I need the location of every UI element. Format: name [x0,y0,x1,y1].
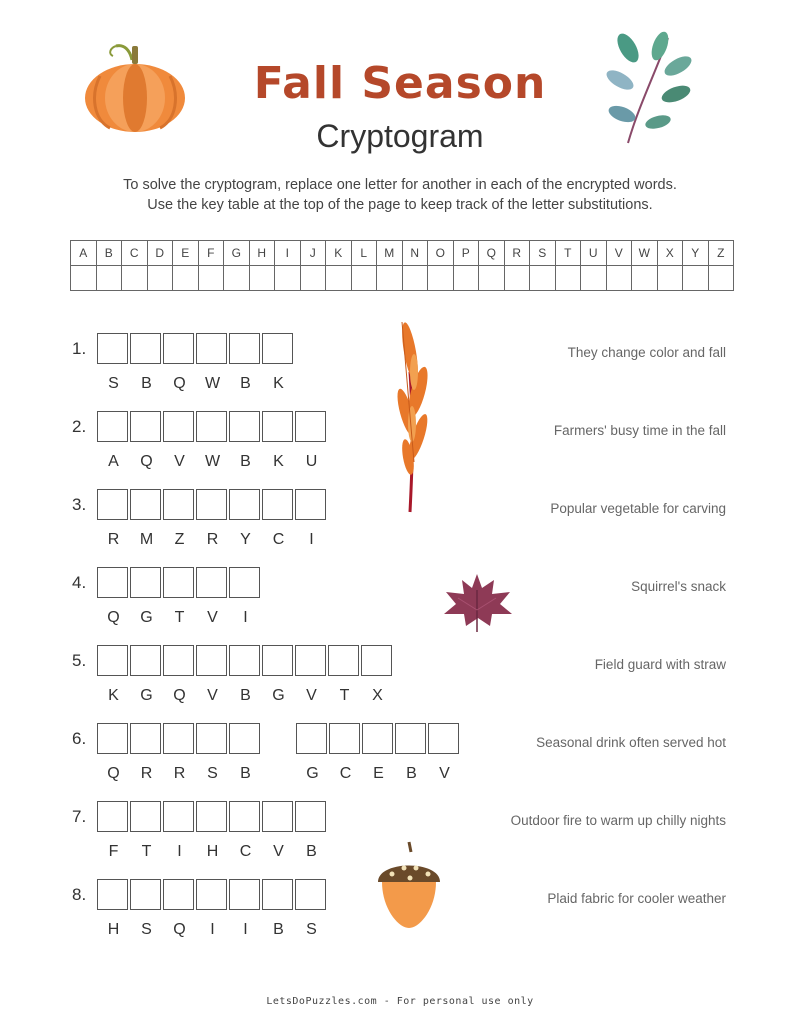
key-answer-cell[interactable] [428,266,454,291]
answer-box[interactable] [262,801,293,832]
maple-leaf-icon [440,570,515,635]
answer-box[interactable] [130,567,161,598]
key-letter-cell: N [402,241,428,266]
key-answer-cell[interactable] [606,266,632,291]
answer-box-group [97,567,262,598]
encrypted-letter: S [306,921,317,938]
encrypted-letter: W [204,375,221,392]
answer-box[interactable] [262,489,293,520]
answer-box[interactable] [262,411,293,442]
key-answer-cell[interactable] [479,266,505,291]
answer-box[interactable] [130,801,161,832]
encrypted-letter: G [306,765,319,782]
key-answer-cell[interactable] [351,266,377,291]
page-title: Fall Season [253,58,547,109]
key-table [70,240,734,291]
encrypted-word [97,531,328,549]
answer-box[interactable] [130,645,161,676]
puzzle-number: 6. [72,729,87,748]
answer-box[interactable] [295,489,326,520]
key-letter-cell: T [555,241,581,266]
encrypted-letter: V [306,687,317,704]
wheat-icon [392,312,442,517]
key-answer-cell[interactable] [198,266,224,291]
answer-box[interactable] [361,645,392,676]
encrypted-letter: F [108,843,119,860]
encrypted-letter: V [273,843,284,860]
key-answer-cell[interactable] [300,266,326,291]
encrypted-letter: B [406,765,417,782]
answer-box[interactable] [97,879,128,910]
key-answer-cell[interactable] [453,266,479,291]
encrypted-letter: T [141,843,152,860]
encrypted-letter: B [240,765,251,782]
encrypted-letter: C [239,843,252,860]
instructions [60,175,740,215]
answer-box[interactable] [229,489,260,520]
answer-box[interactable] [163,567,194,598]
encrypted-letter: Q [140,453,153,470]
encrypted-letter: B [240,375,251,392]
puzzle-number: 8. [72,885,87,904]
encrypted-letter: V [207,609,218,626]
page-subtitle: Cryptogram [316,118,484,154]
key-letter-cell: B [96,241,122,266]
key-answer-cell[interactable] [708,266,734,291]
answer-box[interactable] [262,645,293,676]
encrypted-letter: R [206,531,219,548]
puzzle-number: 2. [72,417,87,436]
encrypted-letter: K [273,375,284,392]
puzzle-number: 7. [72,807,87,826]
answer-box[interactable] [196,645,227,676]
answer-box[interactable] [130,723,161,754]
key-letter-cell: S [530,241,556,266]
answer-box[interactable] [97,489,128,520]
encrypted-letter: I [309,531,314,548]
key-letter-cell: P [453,241,479,266]
encrypted-letter: C [339,765,352,782]
key-answer-cell[interactable] [581,266,607,291]
answer-box[interactable] [295,645,326,676]
answer-box[interactable] [196,567,227,598]
answer-box[interactable] [196,879,227,910]
answer-box[interactable] [130,879,161,910]
answer-box[interactable] [163,645,194,676]
answer-box[interactable] [229,723,260,754]
key-answer-cell[interactable] [632,266,658,291]
answer-box[interactable] [163,879,194,910]
key-letter-cell: E [173,241,199,266]
key-answer-cell[interactable] [96,266,122,291]
answer-box[interactable] [295,411,326,442]
encrypted-letter: V [207,687,218,704]
answer-box[interactable] [130,333,161,364]
encrypted-word [97,765,262,783]
key-answer-cell[interactable] [147,266,173,291]
answer-box-group [97,333,295,364]
key-answer-cell[interactable] [377,266,403,291]
key-letter-cell: D [147,241,173,266]
puzzle-row [0,723,800,793]
encrypted-letter: Y [240,531,251,548]
encrypted-letter: G [140,609,153,626]
answer-box[interactable] [130,489,161,520]
key-answer-cell[interactable] [249,266,275,291]
answer-box[interactable] [395,723,426,754]
answer-box[interactable] [97,645,128,676]
encrypted-letter: K [273,453,284,470]
puzzle-row [0,645,800,715]
encrypted-letter: Q [173,687,186,704]
answer-box[interactable] [163,489,194,520]
encrypted-letter: I [210,921,215,938]
encrypted-word [97,921,328,939]
encrypted-letter: R [173,765,186,782]
answer-box[interactable] [296,723,327,754]
instruction-line-2: Use the key table at the top of the page to keep track of the letter substitutions. [147,197,653,213]
answer-box[interactable] [295,801,326,832]
encrypted-letter: Q [107,765,120,782]
encrypted-letter: M [139,531,154,548]
encrypted-letter: T [174,609,185,626]
key-letter-cell: R [504,241,530,266]
encrypted-word [97,687,394,705]
encrypted-letter: I [243,609,248,626]
puzzle-row [0,567,800,637]
key-answer-cell[interactable] [326,266,352,291]
key-letter-cell: I [275,241,301,266]
clue-text: Field guard with straw [594,657,726,672]
answer-box[interactable] [229,801,260,832]
answer-box[interactable] [328,645,359,676]
key-letter-cell: M [377,241,403,266]
encrypted-letter: G [140,687,153,704]
answer-box[interactable] [97,723,128,754]
key-answer-cell[interactable] [71,266,97,291]
encrypted-letter: W [204,453,221,470]
answer-box[interactable] [196,411,227,442]
key-answer-cell[interactable] [402,266,428,291]
encrypted-letter: S [108,375,119,392]
encrypted-letter: K [108,687,119,704]
answer-box[interactable] [130,411,161,442]
encrypted-letter: A [108,453,119,470]
answer-box-group [97,801,328,832]
encrypted-letter: S [141,921,152,938]
answer-box[interactable] [196,723,227,754]
encrypted-letter: B [141,375,152,392]
key-letter-cell: W [632,241,658,266]
key-letter-cell: F [198,241,224,266]
instruction-line-1: To solve the cryptogram, replace one letter for another in each of the encrypted words. [123,177,677,193]
answer-box-group [97,489,328,520]
encrypted-letter: B [240,687,251,704]
encrypted-letter: T [339,687,350,704]
answer-box[interactable] [163,801,194,832]
encrypted-letter: H [107,921,120,938]
answer-box[interactable] [229,879,260,910]
answer-box-group [97,411,328,442]
clue-text: Plaid fabric for cooler weather [547,891,726,906]
answer-box-group [296,723,461,754]
answer-box[interactable] [295,879,326,910]
key-letter-cell: L [351,241,377,266]
footer-credit: LetsDoPuzzles.com - For personal use only [266,996,534,1007]
key-letter-cell: X [657,241,683,266]
encrypted-letter: S [207,765,218,782]
encrypted-letter: I [177,843,182,860]
answer-box[interactable] [229,333,260,364]
encrypted-letter: B [306,843,317,860]
key-answer-cell[interactable] [173,266,199,291]
encrypted-letter: E [373,765,384,782]
answer-box[interactable] [196,489,227,520]
encrypted-letter: Q [107,609,120,626]
key-answer-cell[interactable] [530,266,556,291]
encrypted-word [97,453,328,471]
key-letter-cell: K [326,241,352,266]
encrypted-letter: C [272,531,285,548]
encrypted-letter: U [305,453,318,470]
answer-box[interactable] [229,411,260,442]
key-letter-cell: Z [708,241,734,266]
answer-box-group [97,879,328,910]
key-letter-cell: H [249,241,275,266]
encrypted-letter: Q [173,375,186,392]
answer-box[interactable] [428,723,459,754]
encrypted-letter: G [272,687,285,704]
answer-box[interactable] [229,645,260,676]
clue-text: Seasonal drink often served hot [536,735,726,750]
answer-box[interactable] [262,333,293,364]
encrypted-letter: I [243,921,248,938]
answer-box[interactable] [262,879,293,910]
key-letter-cell: V [606,241,632,266]
key-answer-cell[interactable] [504,266,530,291]
answer-box[interactable] [329,723,360,754]
answer-box[interactable] [97,411,128,442]
answer-box[interactable] [229,567,260,598]
key-letter-cell: A [71,241,97,266]
encrypted-letter: R [107,531,120,548]
answer-box[interactable] [163,411,194,442]
encrypted-letter: V [439,765,450,782]
puzzle-number: 1. [72,339,87,358]
answer-box-group [97,645,394,676]
encrypted-letter: H [206,843,219,860]
answer-box[interactable] [97,801,128,832]
encrypted-letter: Q [173,921,186,938]
key-answer-cell[interactable] [657,266,683,291]
acorn-icon [372,836,447,932]
clue-text: They change color and fall [567,345,726,360]
encrypted-letter: R [140,765,153,782]
encrypted-letter: X [372,687,383,704]
clue-text: Farmers' busy time in the fall [553,423,726,438]
answer-box[interactable] [163,723,194,754]
encrypted-letter: B [273,921,284,938]
encrypted-letter: B [240,453,251,470]
clue-text: Squirrel's snack [631,579,726,594]
key-letter-cell: J [300,241,326,266]
puzzle-number: 3. [72,495,87,514]
puzzle-number: 4. [72,573,87,592]
puzzle-number: 5. [72,651,87,670]
key-answer-cell[interactable] [683,266,709,291]
key-answer-cell[interactable] [224,266,250,291]
key-letter-cell: O [428,241,454,266]
answer-box[interactable] [163,333,194,364]
answer-box-group [97,723,262,754]
key-letter-cell: Y [683,241,709,266]
encrypted-word [97,375,295,393]
answer-box[interactable] [97,567,128,598]
key-answer-cell[interactable] [555,266,581,291]
key-letter-cell: G [224,241,250,266]
encrypted-word [296,765,461,783]
encrypted-word [97,843,328,861]
key-answer-cell[interactable] [122,266,148,291]
answer-box[interactable] [362,723,393,754]
encrypted-letter: V [174,453,185,470]
key-letter-cell: U [581,241,607,266]
key-letter-cell: C [122,241,148,266]
encrypted-letter: Z [174,531,185,548]
encrypted-word [97,609,262,627]
answer-box[interactable] [97,333,128,364]
key-letter-cell: Q [479,241,505,266]
answer-box[interactable] [196,333,227,364]
clue-text: Popular vegetable for carving [550,501,726,516]
clue-text: Outdoor fire to warm up chilly nights [510,813,726,828]
key-answer-cell[interactable] [275,266,301,291]
answer-box[interactable] [196,801,227,832]
